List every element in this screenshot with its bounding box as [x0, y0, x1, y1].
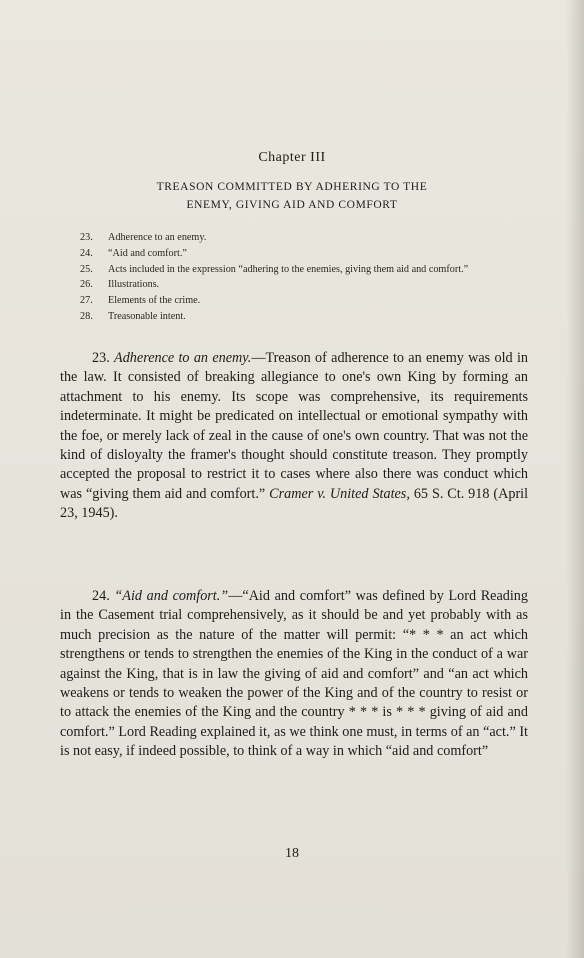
citation-reference: 65 S. Ct. 918 (April 23, 1945).: [60, 485, 529, 522]
toc-item: [80, 230, 530, 246]
toc-item: [80, 293, 530, 309]
case-citation: Cramer v. United States,: [269, 485, 410, 502]
toc-number: 27.: [80, 295, 93, 307]
toc-number: 23.: [80, 232, 93, 243]
section-24-paragraph: [60, 587, 528, 762]
chapter-heading: Chapter III: [258, 150, 326, 165]
chapter-subtitle: [80, 178, 504, 214]
toc-text: Elements of the crime.: [108, 295, 201, 307]
toc-item: [80, 309, 530, 325]
section-text: “Aid and comfort” was defined by Lord Reading in the Casement trial comprehensively, as it should be and yet probably with as much precision as the nature of the matter will permit: “* * * an act which strengthens or tends to strengthen the enemies of the King in the conduct of a war against the King, that is in law the giving of aid and comfort” and “an act which weakens or tends to weaken the power of the King and of the country to resist or to attack the enemies of the King and the country * * * is * * * giving of aid and comfort.” Lord Reading explained it, as we think one must, in terms of an “act.” It is not easy, if indeed possible, to think of a way in which “aid and comfort”: [60, 588, 528, 760]
toc-number: 28.: [80, 310, 93, 322]
subtitle-line: ENEMY, GIVING AID AND COMFORT: [186, 199, 398, 211]
toc-text: Treasonable intent.: [108, 310, 186, 322]
heading-dash: —: [251, 350, 266, 366]
toc-item: [80, 277, 530, 293]
toc-item: [80, 262, 530, 278]
section-heading: “Aid and comfort.”: [114, 588, 229, 604]
toc-text: Adherence to an enemy.: [108, 232, 207, 243]
toc-number: 26.: [80, 279, 93, 291]
page-edge-shadow: [566, 0, 584, 958]
section-23-paragraph: [60, 349, 528, 524]
section-text: Treason of adherence to an enemy was old in the law. It consisted of breaking allegiance to one's own King by forming an attachment to his enemy. Its scope was comprehensive, its requirements indeterminate. It might be predicated on intellectual or emotional sympathy with the foe, or merely lack of zeal in the cause of one's own country. That was not the kind of disloyalty the framer's thought should constitute treason. They promptly accepted the proposal to restrict it to cases where also there was conduct which was “giving them aid and comfort.”: [60, 350, 528, 502]
toc-text: Illustrations.: [108, 279, 160, 291]
section-number: 23.: [92, 350, 110, 366]
heading-dash: —: [228, 588, 243, 604]
section-contents-list: [80, 230, 530, 325]
toc-number: 24.: [80, 247, 93, 259]
subtitle-line: TREASON COMMITTED BY ADHERING TO THE: [156, 181, 428, 193]
toc-item: [80, 246, 530, 262]
toc-text: “Aid and comfort.”: [108, 247, 187, 259]
section-heading: Adherence to an enemy.: [114, 350, 252, 366]
toc-number: 25.: [80, 263, 93, 275]
section-number: 24.: [92, 588, 110, 604]
toc-text: Acts included in the expression “adhering to the enemies, giving them aid and comfort.”: [108, 263, 469, 275]
page-number: 18: [285, 846, 299, 861]
